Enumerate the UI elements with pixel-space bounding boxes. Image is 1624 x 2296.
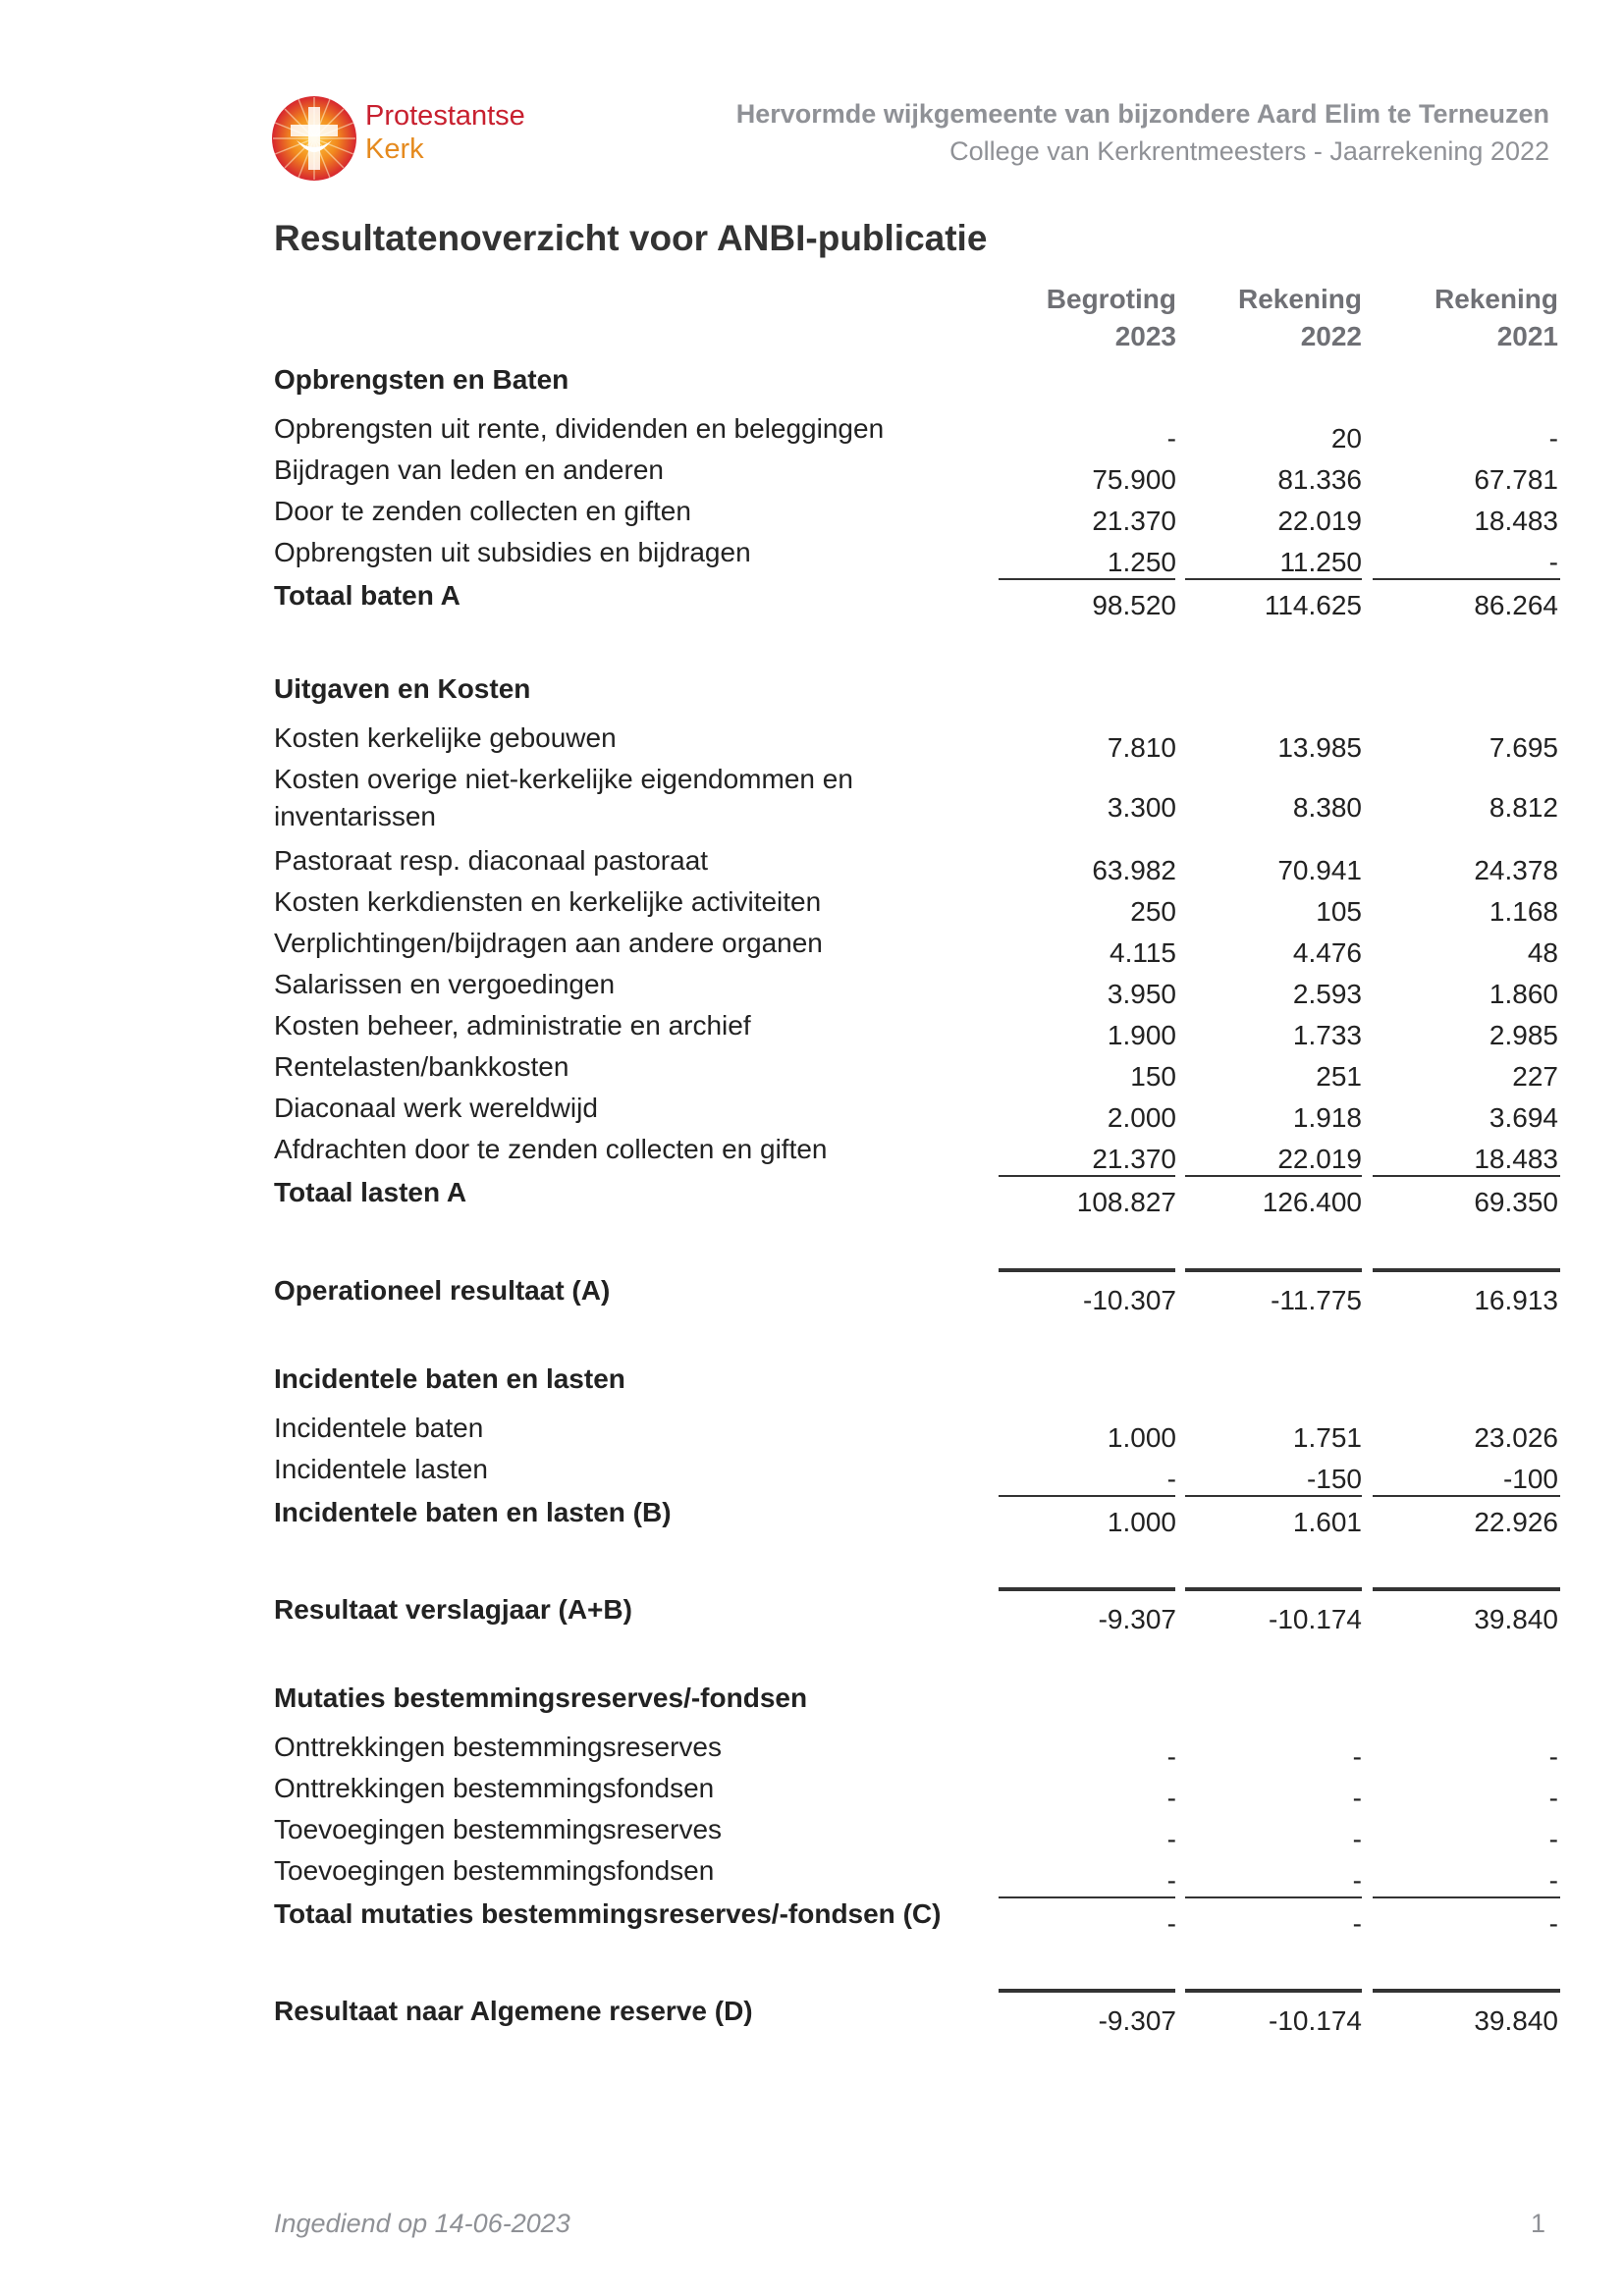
table-row — [0, 1451, 1624, 1492]
value-rekening-2022: 22.019 — [1277, 506, 1362, 536]
value-rekening-2022: -10.174 — [1269, 2005, 1362, 2036]
logo-text-line1: Protestantse — [365, 100, 525, 132]
value-rekening-2021: - — [1548, 423, 1558, 454]
page-title: Resultatenoverzicht voor ANBI-publicatie — [274, 218, 988, 258]
section-heading-label: Uitgaven en Kosten — [274, 673, 531, 704]
value-begroting-2023: - — [1166, 1908, 1176, 1939]
value-rekening-2022: - — [1352, 1783, 1362, 1813]
row-label: Incidentele lasten — [274, 1454, 488, 1484]
table-row — [0, 966, 1624, 1007]
operationeel-resultaat-row — [0, 1272, 1624, 1313]
column-header-line1: Rekening — [1237, 284, 1362, 314]
value-begroting-2023: 1.000 — [1107, 1422, 1176, 1453]
section-heading-baten — [0, 361, 1624, 402]
value-begroting-2023: 7.810 — [1107, 732, 1176, 763]
value-rekening-2021: 23.026 — [1474, 1422, 1558, 1453]
section-heading-label: Incidentele baten en lasten — [274, 1363, 625, 1394]
value-rekening-2022: -150 — [1306, 1464, 1362, 1494]
column-header-line2: 2023 — [1114, 321, 1176, 351]
value-rekening-2022: 13.985 — [1277, 732, 1362, 763]
value-begroting-2023: 21.370 — [1092, 1144, 1176, 1174]
value-rekening-2022: 81.336 — [1277, 464, 1362, 495]
document-subtitle: College van Kerkrentmeesters - Jaarrekening 2022 — [949, 136, 1549, 166]
value-rekening-2022: 22.019 — [1277, 1144, 1362, 1174]
section-heading-incidenteel — [0, 1361, 1624, 1402]
row-label: Afdrachten door te zenden collecten en giften — [274, 1134, 828, 1164]
row-label: Rentelasten/bankkosten — [274, 1051, 569, 1082]
value-rekening-2022: 1.751 — [1292, 1422, 1362, 1453]
value-rekening-2022: 114.625 — [1264, 590, 1362, 620]
row-label: Totaal mutaties bestemmingsreserves/-fondsen (C) — [274, 1898, 942, 1929]
value-rekening-2021: 3.694 — [1489, 1102, 1558, 1133]
value-rekening-2021: 86.264 — [1474, 590, 1558, 620]
row-label: Incidentele baten en lasten (B) — [274, 1497, 672, 1527]
table-row — [0, 1048, 1624, 1090]
value-begroting-2023: - — [1166, 1824, 1176, 1854]
value-begroting-2023: 4.115 — [1110, 937, 1176, 968]
row-label: Toevoegingen bestemmingsfondsen — [274, 1855, 715, 1886]
value-begroting-2023: -10.307 — [1083, 1285, 1176, 1315]
value-rekening-2021: 2.985 — [1489, 1020, 1558, 1050]
value-rekening-2022: 4.476 — [1292, 937, 1362, 968]
column-header-line2: 2022 — [1300, 321, 1362, 351]
value-rekening-2021: - — [1548, 1741, 1558, 1772]
value-rekening-2022: 1.601 — [1292, 1507, 1362, 1537]
row-label: Kosten beheer, administratie en archief — [274, 1010, 751, 1041]
row-label: Salarissen en vergoedingen — [274, 969, 616, 999]
value-rekening-2021: 39.840 — [1474, 2005, 1558, 2036]
submission-date: Ingediend op 14-06-2023 — [274, 2209, 570, 2238]
row-label: Toevoegingen bestemmingsreserves — [274, 1814, 723, 1844]
row-label: Diaconaal werk wereldwijd — [274, 1093, 598, 1123]
value-rekening-2021: 227 — [1512, 1061, 1558, 1092]
table-row — [0, 493, 1624, 534]
value-rekening-2021: 48 — [1527, 937, 1558, 968]
column-header-line2: 2021 — [1496, 321, 1558, 351]
total-row-lasten — [0, 1174, 1624, 1215]
row-label: Kosten overige niet-kerkelijke eigendommen en inventarissen — [274, 764, 853, 831]
value-rekening-2022: 126.400 — [1262, 1187, 1362, 1217]
row-label: Bijdragen van leden en anderen — [274, 454, 664, 485]
row-label: Incidentele baten — [274, 1413, 484, 1443]
value-rekening-2022: 251 — [1316, 1061, 1362, 1092]
section-heading-lasten — [0, 670, 1624, 712]
value-begroting-2023: 1.900 — [1107, 1020, 1176, 1050]
table-row — [0, 925, 1624, 966]
table-row — [0, 1811, 1624, 1852]
value-rekening-2021: 39.840 — [1474, 1604, 1558, 1634]
resultaat-algemene-reserve-row — [0, 1993, 1624, 2034]
row-label: Totaal lasten A — [274, 1177, 467, 1207]
value-begroting-2023: 21.370 — [1092, 506, 1176, 536]
table-row — [0, 1007, 1624, 1048]
value-rekening-2021: 1.860 — [1489, 979, 1558, 1009]
value-begroting-2023: 75.900 — [1092, 464, 1176, 495]
value-begroting-2023: 3.950 — [1107, 979, 1176, 1009]
value-rekening-2021: 8.812 — [1489, 792, 1558, 823]
row-label: Pastoraat resp. diaconaal pastoraat — [274, 845, 709, 876]
table-row — [0, 720, 1624, 761]
value-begroting-2023: 63.982 — [1092, 855, 1176, 885]
value-begroting-2023: -9.307 — [1098, 2005, 1176, 2036]
organization-name: Hervormde wijkgemeente van bijzondere Aard Elim te Terneuzen — [735, 99, 1549, 129]
value-begroting-2023: 250 — [1130, 896, 1176, 927]
value-begroting-2023: 108.827 — [1076, 1187, 1176, 1217]
total-row-baten — [0, 577, 1624, 618]
total-row-incidenteel — [0, 1494, 1624, 1535]
value-begroting-2023: - — [1166, 1741, 1176, 1772]
value-rekening-2022: 105 — [1316, 896, 1362, 927]
row-label: Kosten kerkelijke gebouwen — [274, 722, 617, 753]
column-header-rekening-2022 — [1238, 281, 1362, 355]
value-rekening-2022: 1.733 — [1292, 1020, 1362, 1050]
value-rekening-2022: - — [1352, 1741, 1362, 1772]
value-begroting-2023: - — [1166, 423, 1176, 454]
value-begroting-2023: 1.250 — [1107, 547, 1176, 577]
value-rekening-2021: 7.695 — [1489, 732, 1558, 763]
section-heading-label: Mutaties bestemmingsreserves/-fondsen — [274, 1682, 808, 1713]
section-heading-mutaties — [0, 1680, 1624, 1721]
value-rekening-2021: - — [1548, 1865, 1558, 1896]
row-label: Operationeel resultaat (A) — [274, 1275, 611, 1306]
value-begroting-2023: 2.000 — [1107, 1102, 1176, 1133]
column-header-begroting-2023 — [1047, 281, 1176, 355]
row-label: Onttrekkingen bestemmingsfondsen — [274, 1773, 715, 1803]
row-label: Opbrengsten uit rente, dividenden en beleggingen — [274, 413, 885, 444]
value-begroting-2023: - — [1166, 1783, 1176, 1813]
row-label: Onttrekkingen bestemmingsreserves — [274, 1732, 722, 1762]
table-row — [0, 1090, 1624, 1131]
value-rekening-2021: 18.483 — [1474, 506, 1558, 536]
row-label: Door te zenden collecten en giften — [274, 496, 691, 526]
value-rekening-2022: 1.918 — [1292, 1102, 1362, 1133]
value-begroting-2023: - — [1166, 1464, 1176, 1494]
value-rekening-2021: 69.350 — [1474, 1187, 1558, 1217]
total-row-mutaties — [0, 1896, 1624, 1937]
column-header-line1: Rekening — [1434, 284, 1558, 314]
value-begroting-2023: 3.300 — [1107, 792, 1176, 823]
row-label: Kosten kerkdiensten en kerkelijke activiteiten — [274, 886, 822, 917]
value-begroting-2023: 150 — [1130, 1061, 1176, 1092]
row-label: Totaal baten A — [274, 580, 460, 611]
value-rekening-2022: -10.174 — [1269, 1604, 1362, 1634]
value-rekening-2021: - — [1548, 547, 1558, 577]
logo-text-line2: Kerk — [365, 133, 424, 165]
value-rekening-2022: - — [1352, 1908, 1362, 1939]
value-rekening-2022: 2.593 — [1292, 979, 1362, 1009]
value-rekening-2022: 8.380 — [1292, 792, 1362, 823]
value-begroting-2023: - — [1166, 1865, 1176, 1896]
resultaat-verslagjaar-row — [0, 1591, 1624, 1632]
table-row — [0, 883, 1624, 925]
value-rekening-2022: 70.941 — [1277, 855, 1362, 885]
table-row — [0, 1729, 1624, 1770]
table-row — [0, 1410, 1624, 1451]
table-row — [0, 534, 1624, 575]
row-label: Opbrengsten uit subsidies en bijdragen — [274, 537, 751, 567]
row-label: Verplichtingen/bijdragen aan andere organen — [274, 928, 823, 958]
value-rekening-2021: 1.168 — [1489, 896, 1558, 927]
value-rekening-2021: 18.483 — [1474, 1144, 1558, 1174]
cross-sun-icon — [271, 95, 357, 182]
value-rekening-2021: 22.926 — [1474, 1507, 1558, 1537]
column-header-rekening-2021 — [1435, 281, 1558, 355]
table-row — [0, 452, 1624, 493]
value-rekening-2022: - — [1352, 1824, 1362, 1854]
table-row — [0, 842, 1624, 883]
table-row — [0, 1852, 1624, 1894]
table-row — [0, 1770, 1624, 1811]
value-rekening-2022: - — [1352, 1865, 1362, 1896]
value-rekening-2021: 24.378 — [1474, 855, 1558, 885]
value-rekening-2022: -11.775 — [1271, 1285, 1362, 1315]
value-rekening-2021: 67.781 — [1474, 464, 1558, 495]
value-begroting-2023: 98.520 — [1092, 590, 1176, 620]
value-rekening-2022: 20 — [1330, 423, 1362, 454]
church-logo — [271, 95, 566, 186]
value-rekening-2021: - — [1548, 1783, 1558, 1813]
value-rekening-2021: -100 — [1502, 1464, 1558, 1494]
table-row — [0, 410, 1624, 452]
value-begroting-2023: 1.000 — [1107, 1507, 1176, 1537]
table-row — [0, 761, 1624, 839]
row-label: Resultaat verslagjaar (A+B) — [274, 1594, 632, 1625]
row-label: Resultaat naar Algemene reserve (D) — [274, 1996, 753, 2026]
value-rekening-2022: 11.250 — [1279, 547, 1362, 577]
section-heading-label: Opbrengsten en Baten — [274, 364, 569, 395]
page-number: 1 — [1530, 2209, 1545, 2238]
table-row — [0, 1131, 1624, 1172]
column-header-line1: Begroting — [1046, 284, 1176, 314]
value-begroting-2023: -9.307 — [1098, 1604, 1176, 1634]
value-rekening-2021: 16.913 — [1474, 1285, 1558, 1315]
value-rekening-2021: - — [1548, 1824, 1558, 1854]
value-rekening-2021: - — [1548, 1908, 1558, 1939]
